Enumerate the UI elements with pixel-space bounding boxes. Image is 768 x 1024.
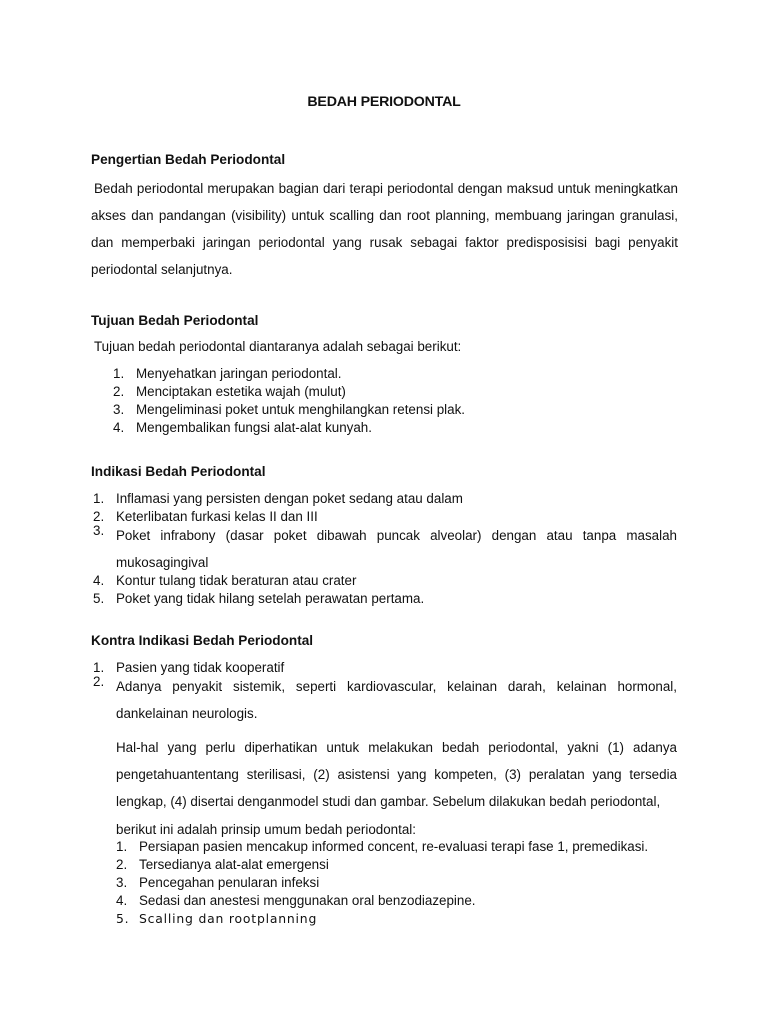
- list-text: Menciptakan estetika wajah (mulut): [136, 384, 346, 399]
- list-number: 1.: [93, 491, 105, 506]
- page-title: BEDAH PERIODONTAL: [307, 94, 461, 110]
- section-heading-tujuan: Tujuan Bedah Periodontal: [91, 313, 259, 328]
- list-indikasi: [93, 490, 677, 608]
- list-number: 2.: [93, 674, 105, 689]
- list-text: Poket infrabony (dasar poket dibawah puncak alveolar) dengan atau tanpa masalah mukosagingival: [116, 528, 677, 570]
- list-tujuan: [113, 365, 673, 437]
- list-number: 1.: [113, 366, 125, 381]
- list-principles: [116, 838, 676, 928]
- list-text: Tersedianya alat-alat emergensi: [139, 857, 329, 872]
- list-text: Sedasi dan anestesi menggunakan oral benzodiazepine.: [139, 893, 476, 908]
- list-text: Pasien yang tidak kooperatif: [116, 660, 285, 675]
- list-number: 4.: [116, 893, 128, 908]
- section-intro-tujuan: Tujuan bedah periodontal diantaranya adalah sebagai berikut:: [94, 339, 462, 354]
- list-item: [93, 522, 677, 576]
- list-text: Keterlibatan furkasi kelas II dan III: [116, 509, 318, 524]
- list-item: [93, 673, 677, 727]
- list-number: 2.: [116, 857, 128, 872]
- list-item: [93, 490, 677, 508]
- list-item: [116, 838, 676, 856]
- list-number: 5.: [93, 591, 105, 606]
- list-text: Adanya penyakit sistemik, seperti kardiovascular, kelainan darah, kelainan hormonal, dankelainan neurologis.: [116, 679, 677, 721]
- list-item: [93, 590, 677, 608]
- list-number: 4.: [113, 420, 125, 435]
- list-item: [116, 892, 676, 910]
- list-item: [116, 910, 676, 928]
- list-number: 3.: [113, 402, 125, 417]
- list-number: 2.: [93, 509, 105, 524]
- list-text: Pencegahan penularan infeksi: [139, 875, 320, 890]
- list-text: Menyehatkan jaringan periodontal.: [136, 366, 342, 381]
- list-text: Inflamasi yang persisten dengan poket sedang atau dalam: [116, 491, 463, 506]
- list-text: Scalling dan rootplanning: [139, 911, 318, 926]
- list-item: [113, 383, 673, 401]
- list-number: 3.: [116, 875, 128, 890]
- principles-intro: berikut ini adalah prinsip umum bedah periodontal:: [116, 822, 416, 837]
- list-text: Poket yang tidak hilang setelah perawatan pertama.: [116, 591, 425, 606]
- list-kontra-indikasi: [93, 659, 677, 727]
- list-text: Mengembalikan fungsi alat-alat kunyah.: [136, 420, 372, 435]
- section-heading-pengertian: Pengertian Bedah Periodontal: [91, 152, 286, 167]
- list-item: [113, 401, 673, 419]
- list-number: 1.: [93, 660, 105, 675]
- section-heading-indikasi: Indikasi Bedah Periodontal: [91, 464, 266, 479]
- list-text: Persiapan pasien mencakup informed concent, re-evaluasi terapi fase 1, premedikasi.: [139, 839, 649, 854]
- list-number: 3.: [93, 523, 105, 538]
- list-item: [113, 419, 673, 437]
- list-number: 4.: [93, 573, 105, 588]
- list-number: 2.: [113, 384, 125, 399]
- list-number: 1.: [116, 839, 128, 854]
- list-item: [113, 365, 673, 383]
- list-text: Mengeliminasi poket untuk menghilangkan retensi plak.: [136, 402, 466, 417]
- note-paragraph: Hal-hal yang perlu diperhatikan untuk melakukan bedah periodontal, yakni (1) adanya pengetahuantentang sterilisasi, (2) asistensi yang kompeten, (3) peralatan yang tersedia lengkap, (4) disertai denganmodel studi dan gambar. Sebelum dilakukan bedah periodontal,: [116, 740, 677, 809]
- section-heading-kontra-indikasi: Kontra Indikasi Bedah Periodontal: [91, 633, 314, 648]
- list-number: 5.: [116, 911, 130, 926]
- list-item: [93, 572, 677, 590]
- section-paragraph-pengertian: Bedah periodontal merupakan bagian dari terapi periodontal dengan maksud untuk meningkatkan akses dan pandangan (visibility) untuk scalling dan root planning, membuang jaringan granulasi, dan memperbaki jaringan periodontal yang rusak sebagai faktor predisposisisi bagi penyakit periodontal selanjutnya.: [91, 181, 678, 277]
- list-item: [116, 874, 676, 892]
- list-item: [116, 856, 676, 874]
- list-text: Kontur tulang tidak beraturan atau crater: [116, 573, 357, 588]
